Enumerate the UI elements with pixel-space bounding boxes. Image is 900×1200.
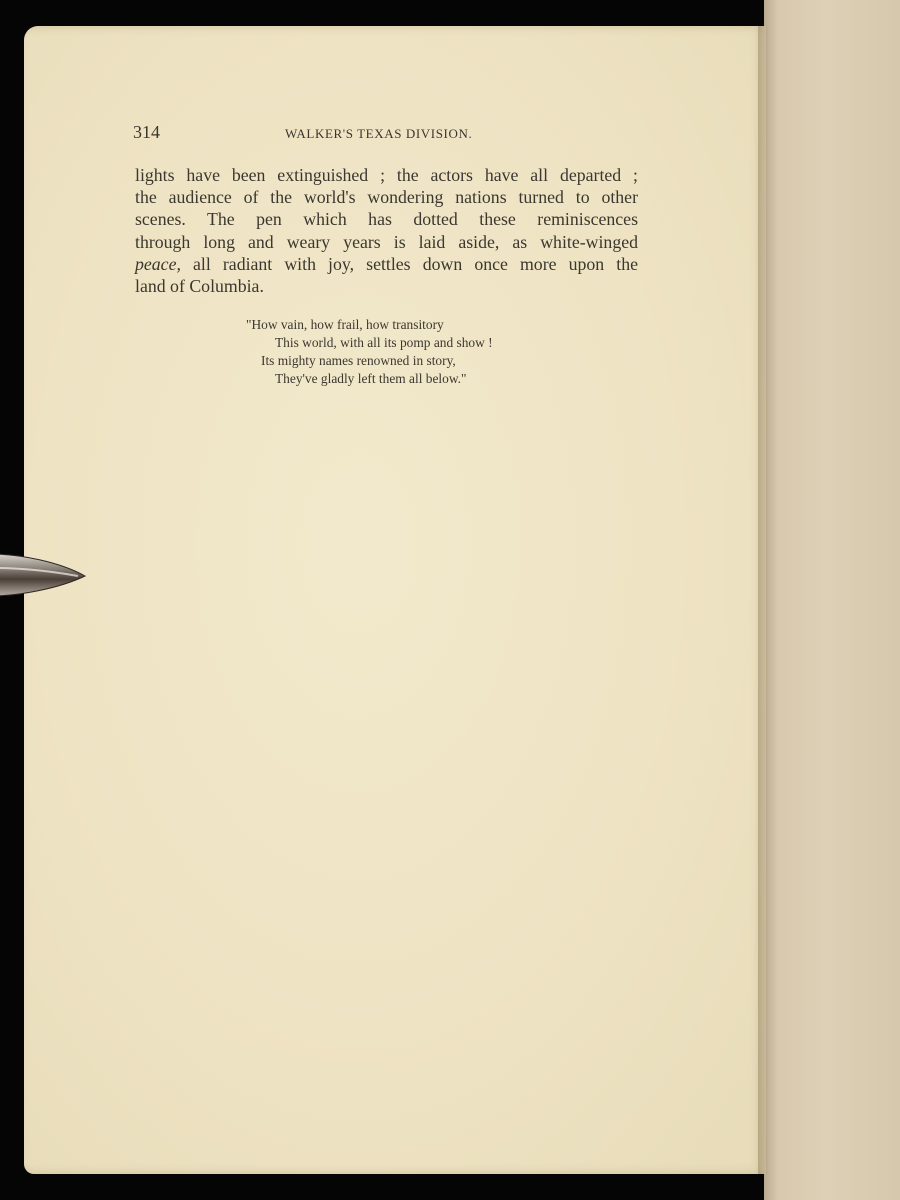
page-number: 314 — [133, 122, 160, 142]
body-line: scenes. The pen which has dotted these reminiscences — [135, 209, 638, 230]
verse-quotation — [246, 316, 566, 388]
body-paragraph — [135, 164, 638, 297]
metal-bookmark-icon — [0, 548, 86, 600]
body-line — [135, 253, 638, 275]
body-line: the audience of the world's wondering nations turned to other — [135, 187, 638, 208]
verse-line: They've gladly left them all below." — [275, 371, 467, 386]
body-line: lights have been extinguished ; the actors have all departed ; — [135, 165, 638, 185]
verse-line: This world, with all its pomp and show ! — [275, 335, 493, 350]
body-line-last: land of Columbia. — [135, 276, 264, 297]
running-title: WALKER'S TEXAS DIVISION. — [285, 126, 473, 141]
running-head — [133, 122, 638, 146]
body-line: through long and weary years is laid aside, as white-winged — [135, 231, 638, 252]
body-line-rest: all radiant with joy, settles down once more upon the — [180, 253, 638, 274]
verse-line: Its mighty names renowned in story, — [261, 353, 456, 368]
book-cover-edge — [764, 0, 900, 1200]
italic-word: peace, — [135, 253, 181, 274]
verse-line: "How vain, how frail, how transitory — [246, 317, 444, 332]
page-gutter-shadow — [758, 26, 768, 1174]
